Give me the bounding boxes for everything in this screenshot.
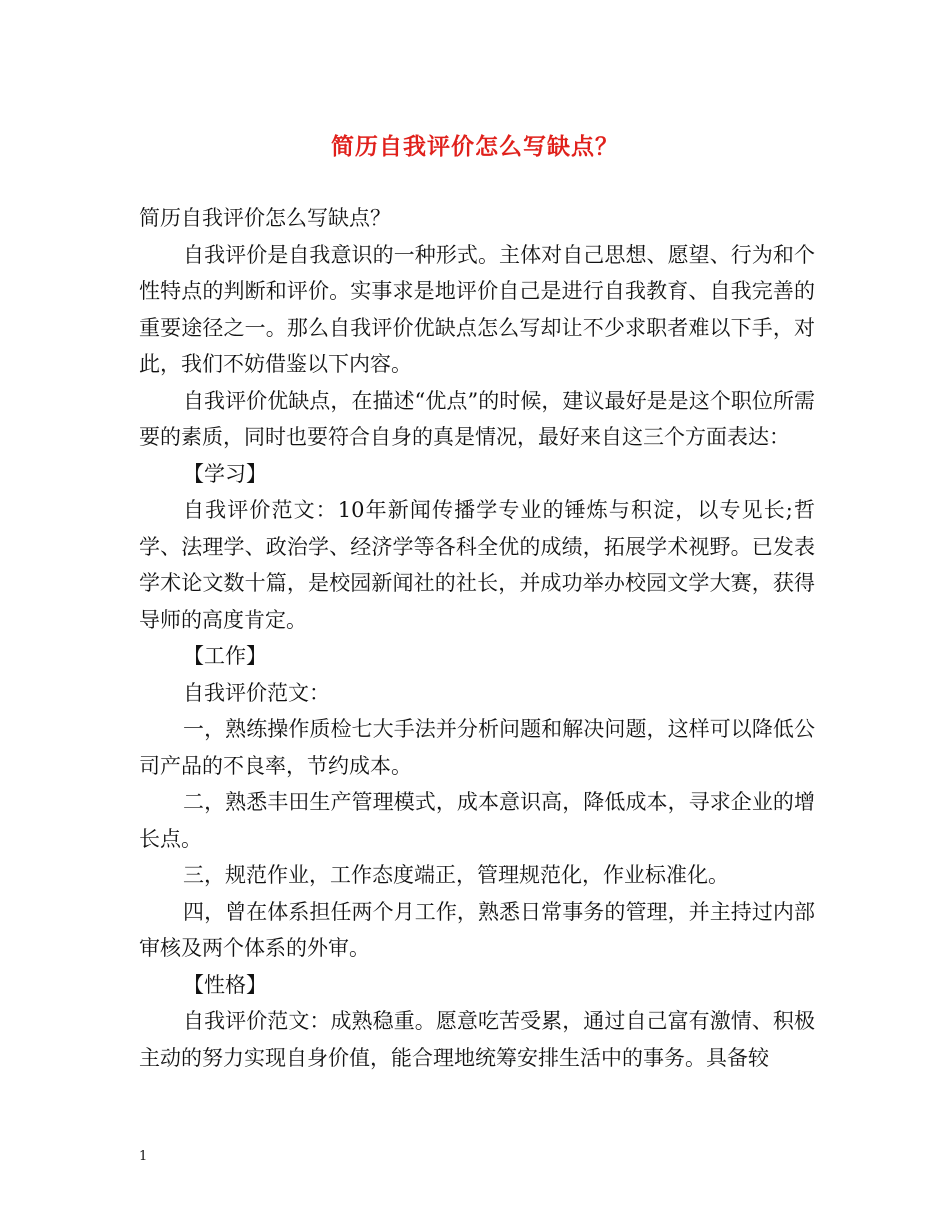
list-item-work-3: 三，规范作业，工作态度端正，管理规范化，作业标准化。 (183, 863, 729, 887)
document-title: 简历自我评价怎么写缺点？ (331, 133, 619, 160)
list-item-work-2: 二，熟悉丰田生产管理模式，成本意识高，降低成本，寻求企业的增长点。 (139, 790, 815, 851)
paragraph-advice: 自我评价优缺点，在描述“优点”的时候，建议最好是是这个职位所需要的素质，同时也要符合自身的真是情况，最好来自这三个方面表达： (139, 388, 815, 449)
paragraph-study-example: 自我评价范文：10年新闻传播学专业的锤炼与积淀，以专见长;哲学、法理学、政治学、经济学等各科全优的成绩，拓展学术视野。已发表学术论文数十篇，是校园新闻社的社长，并成功举办校园文学大赛，获得导师的高度肯定。 (139, 498, 815, 632)
paragraph-subtitle: 简历自我评价怎么写缺点？ (139, 206, 391, 230)
section-heading-study: 【学习】 (183, 461, 267, 486)
section-heading-personality: 【性格】 (183, 972, 267, 997)
paragraph-personality-example: 自我评价范文：成熟稳重。愿意吃苦受累，通过自己富有激情、积极主动的努力实现自身价值，能合理地统筹安排生活中的事务。具备较 (139, 1009, 815, 1070)
document-body (139, 200, 815, 1076)
paragraph-intro: 自我评价是自我意识的一种形式。主体对自己思想、愿望、行为和个性特点的判断和评价。实事求是地评价自己是进行自我教育、自我完善的重要途径之一。那么自我评价优缺点怎么写却让不少求职者难以下手，对此，我们不妨借鉴以下内容。 (139, 242, 815, 376)
section-heading-work: 【工作】 (183, 644, 267, 668)
paragraph-work-example-label: 自我评价范文： (183, 680, 330, 705)
list-item-work-4: 四，曾在体系担任两个月工作，熟悉日常事务的管理，并主持过内部审核及两个体系的外审。 (139, 899, 815, 960)
page-number: 1 (139, 1149, 148, 1164)
list-item-work-1: 一，熟练操作质检七大手法并分析问题和解决问题，这样可以降低公司产品的不良率，节约成本。 (139, 717, 815, 778)
